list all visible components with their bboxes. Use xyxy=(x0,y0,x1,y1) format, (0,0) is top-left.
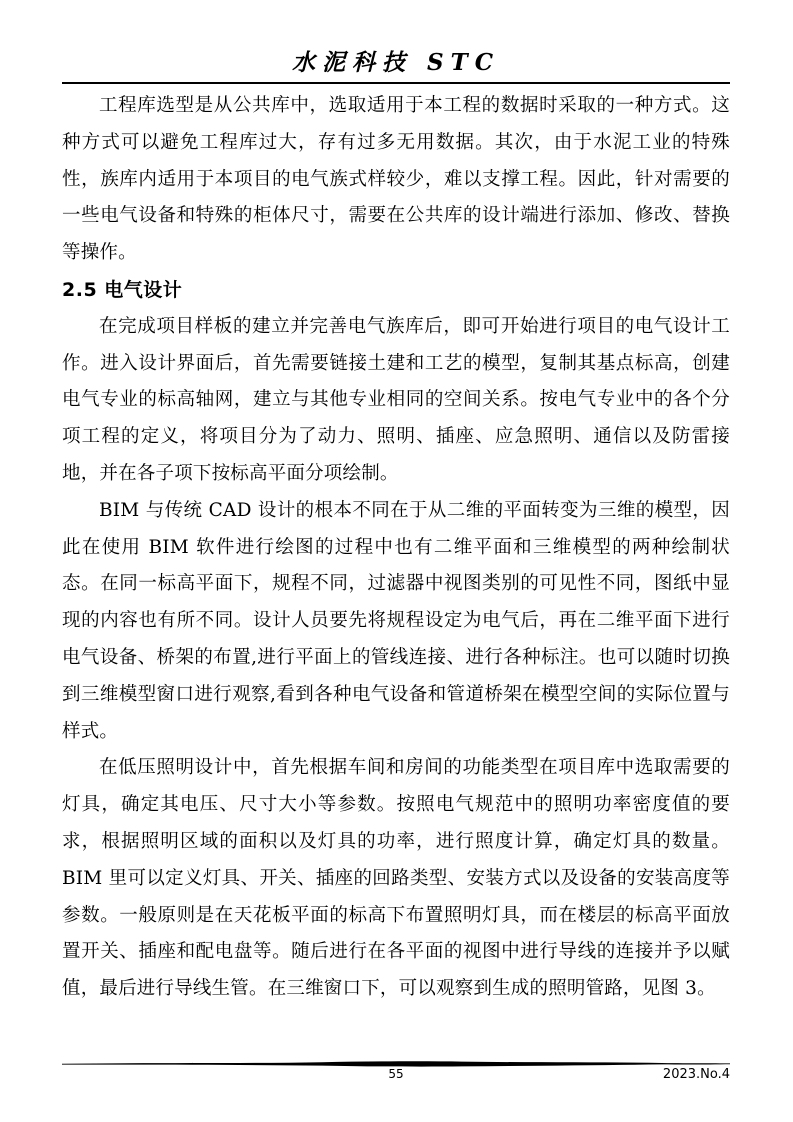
paragraph-bim-vs-cad: BIM 与传统 CAD 设计的根本不同在于从二维的平面转变为三维的模型，因此在使用 BIM 软件进行绘图的过程中也有二维平面和三维模型的两种绘制状态。在同一标高平面下，规程不同，过滤器中视图类别的可见性不同，图纸中显现的内容也有所不同。设计人员要先将规程设定为电气后，再在二维平面下进行电气设备、桥架的布置,进行平面上的管线连接、进行各种标注。也可以随时切换到三维模型窗口进行观察,看到各种电气设备和管道桥架在模型空间的实际位置与样式。 xyxy=(62,499,730,742)
page-number: 55 xyxy=(388,1067,404,1081)
paragraph-project-library: 工程库选型是从公共库中，选取适用于本工程的数据时采取的一种方式。这种方式可以避免工程库过大，存有过多无用数据。其次，由于水泥工业的特殊性，族库内适用于本项目的电气族式样较少，难以支撑工程。因此，针对需要的一些电气设备和特殊的柜体尺寸，需要在公共库的设计端进行添加、修改、替换等操作。 xyxy=(62,95,730,264)
article-body xyxy=(62,88,730,1008)
header-rule xyxy=(62,82,730,84)
issue-number: 2023.No.4 xyxy=(662,1067,730,1082)
paragraph-lighting-design: 在低压照明设计中，首先根据车间和房间的功能类型在项目库中选取需要的灯具，确定其电压、尺寸大小等参数。按照电气规范中的照明功率密度值的要求，根据照明区域的面积以及灯具的功率，进行照度计算，确定灯具的数量。BIM 里可以定义灯具、开关、插座的回路类型、安装方式以及设备的安装高度等参数。一般原则是在天花板平面的标高下布置照明灯具，而在楼层的标高平面放置开关、插座和配电盘等。随后进行在各平面的视图中进行导线的连接并予以赋值，最后进行导线生管。在三维窗口下，可以观察到生成的照明管路，见图 3。 xyxy=(62,757,730,1000)
journal-title: 水泥科技 STC xyxy=(291,49,501,76)
section-heading-electrical-design: 2.5 电气设计 xyxy=(62,278,183,301)
paragraph-electrical-design: 在完成项目样板的建立并完善电气族库后，即可开始进行项目的电气设计工作。进入设计界面后，首先需要链接土建和工艺的模型，复制其基点标高，创建电气专业的标高轴网，建立与其他专业相同的空间关系。按电气专业中的各个分项工程的定义，将项目分为了动力、照明、插座、应急照明、通信以及防雷接地，并在各子项下按标高平面分项绘制。 xyxy=(62,315,730,484)
